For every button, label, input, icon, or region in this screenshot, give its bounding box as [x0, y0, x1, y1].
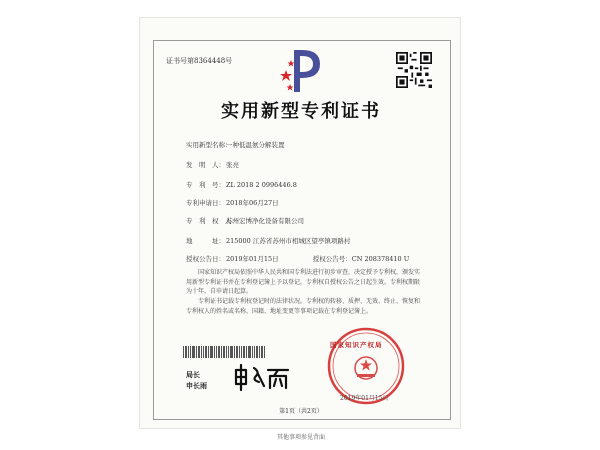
paragraph-grant: 国家知识产权局依照中华人民共和国专利法进行初步审查，决定授予专利权，颁发实用新型专利证书并在专利登记簿上予以登记。专利权自授权公告之日起生效。专利权期限为十年，自申请日起算。 — [186, 269, 421, 295]
director-name-label: 申长雨 — [186, 381, 207, 390]
qr-code-icon — [396, 52, 432, 88]
paragraph-legal-status: 专利证书记载专利权登记时的法律状况。专利权的转移、质押、无效、终止、恢复和专利权人的姓名或名称、国籍、地址变更等事项记载在专利登记簿上。 — [186, 298, 421, 315]
field-value: 215000 江苏省苏州市相城区望亭镇项路村 — [226, 237, 351, 245]
seal-text: 国家知识产权局 — [330, 341, 383, 349]
field-label: 专 利 号： — [186, 181, 225, 189]
seal-date: 2019年01月15日 — [340, 395, 389, 402]
certificate-number: 证书号第8364448号 — [166, 57, 233, 65]
field-value: 苏州宏博净化设备有限公司 — [226, 217, 304, 225]
field-patentee — [186, 216, 304, 225]
field-label: 专 利 权 人： — [186, 217, 238, 225]
field-value: 一种低温氨分解装置 — [226, 141, 285, 149]
field-label: 专利申请日： — [186, 199, 225, 207]
field-patent-number — [186, 180, 297, 189]
field-grant-date — [186, 254, 409, 263]
certificate-title: 实用新型专利证书 — [221, 101, 381, 122]
patent-office-logo-icon — [280, 46, 324, 96]
field-label: 实用新型名称： — [186, 141, 232, 149]
field-value: 2018年06月27日 — [226, 199, 279, 207]
director-title-label: 局长 — [186, 370, 200, 379]
field-label: 地 址： — [186, 237, 225, 245]
barcode-icon — [183, 346, 267, 358]
field-value: 张亮 — [226, 161, 239, 169]
field-inventor — [186, 160, 239, 169]
field-label: 授权公告日： — [186, 255, 225, 263]
footer-note: 其他事项参见背面 — [276, 434, 325, 441]
field-grant-publication-number: 授权公告号：CN 208378410 U — [312, 255, 410, 263]
field-application-date — [186, 198, 279, 207]
field-utility-model-name — [186, 140, 285, 149]
field-value: 2019年01月15日 — [226, 255, 279, 263]
field-address — [186, 236, 350, 245]
field-value: ZL 2018 2 0996446.8 — [226, 181, 297, 189]
director-signature — [232, 362, 292, 392]
field-label: 发 明 人： — [186, 161, 225, 169]
page-indicator: 第1页（共2页） — [279, 408, 323, 415]
